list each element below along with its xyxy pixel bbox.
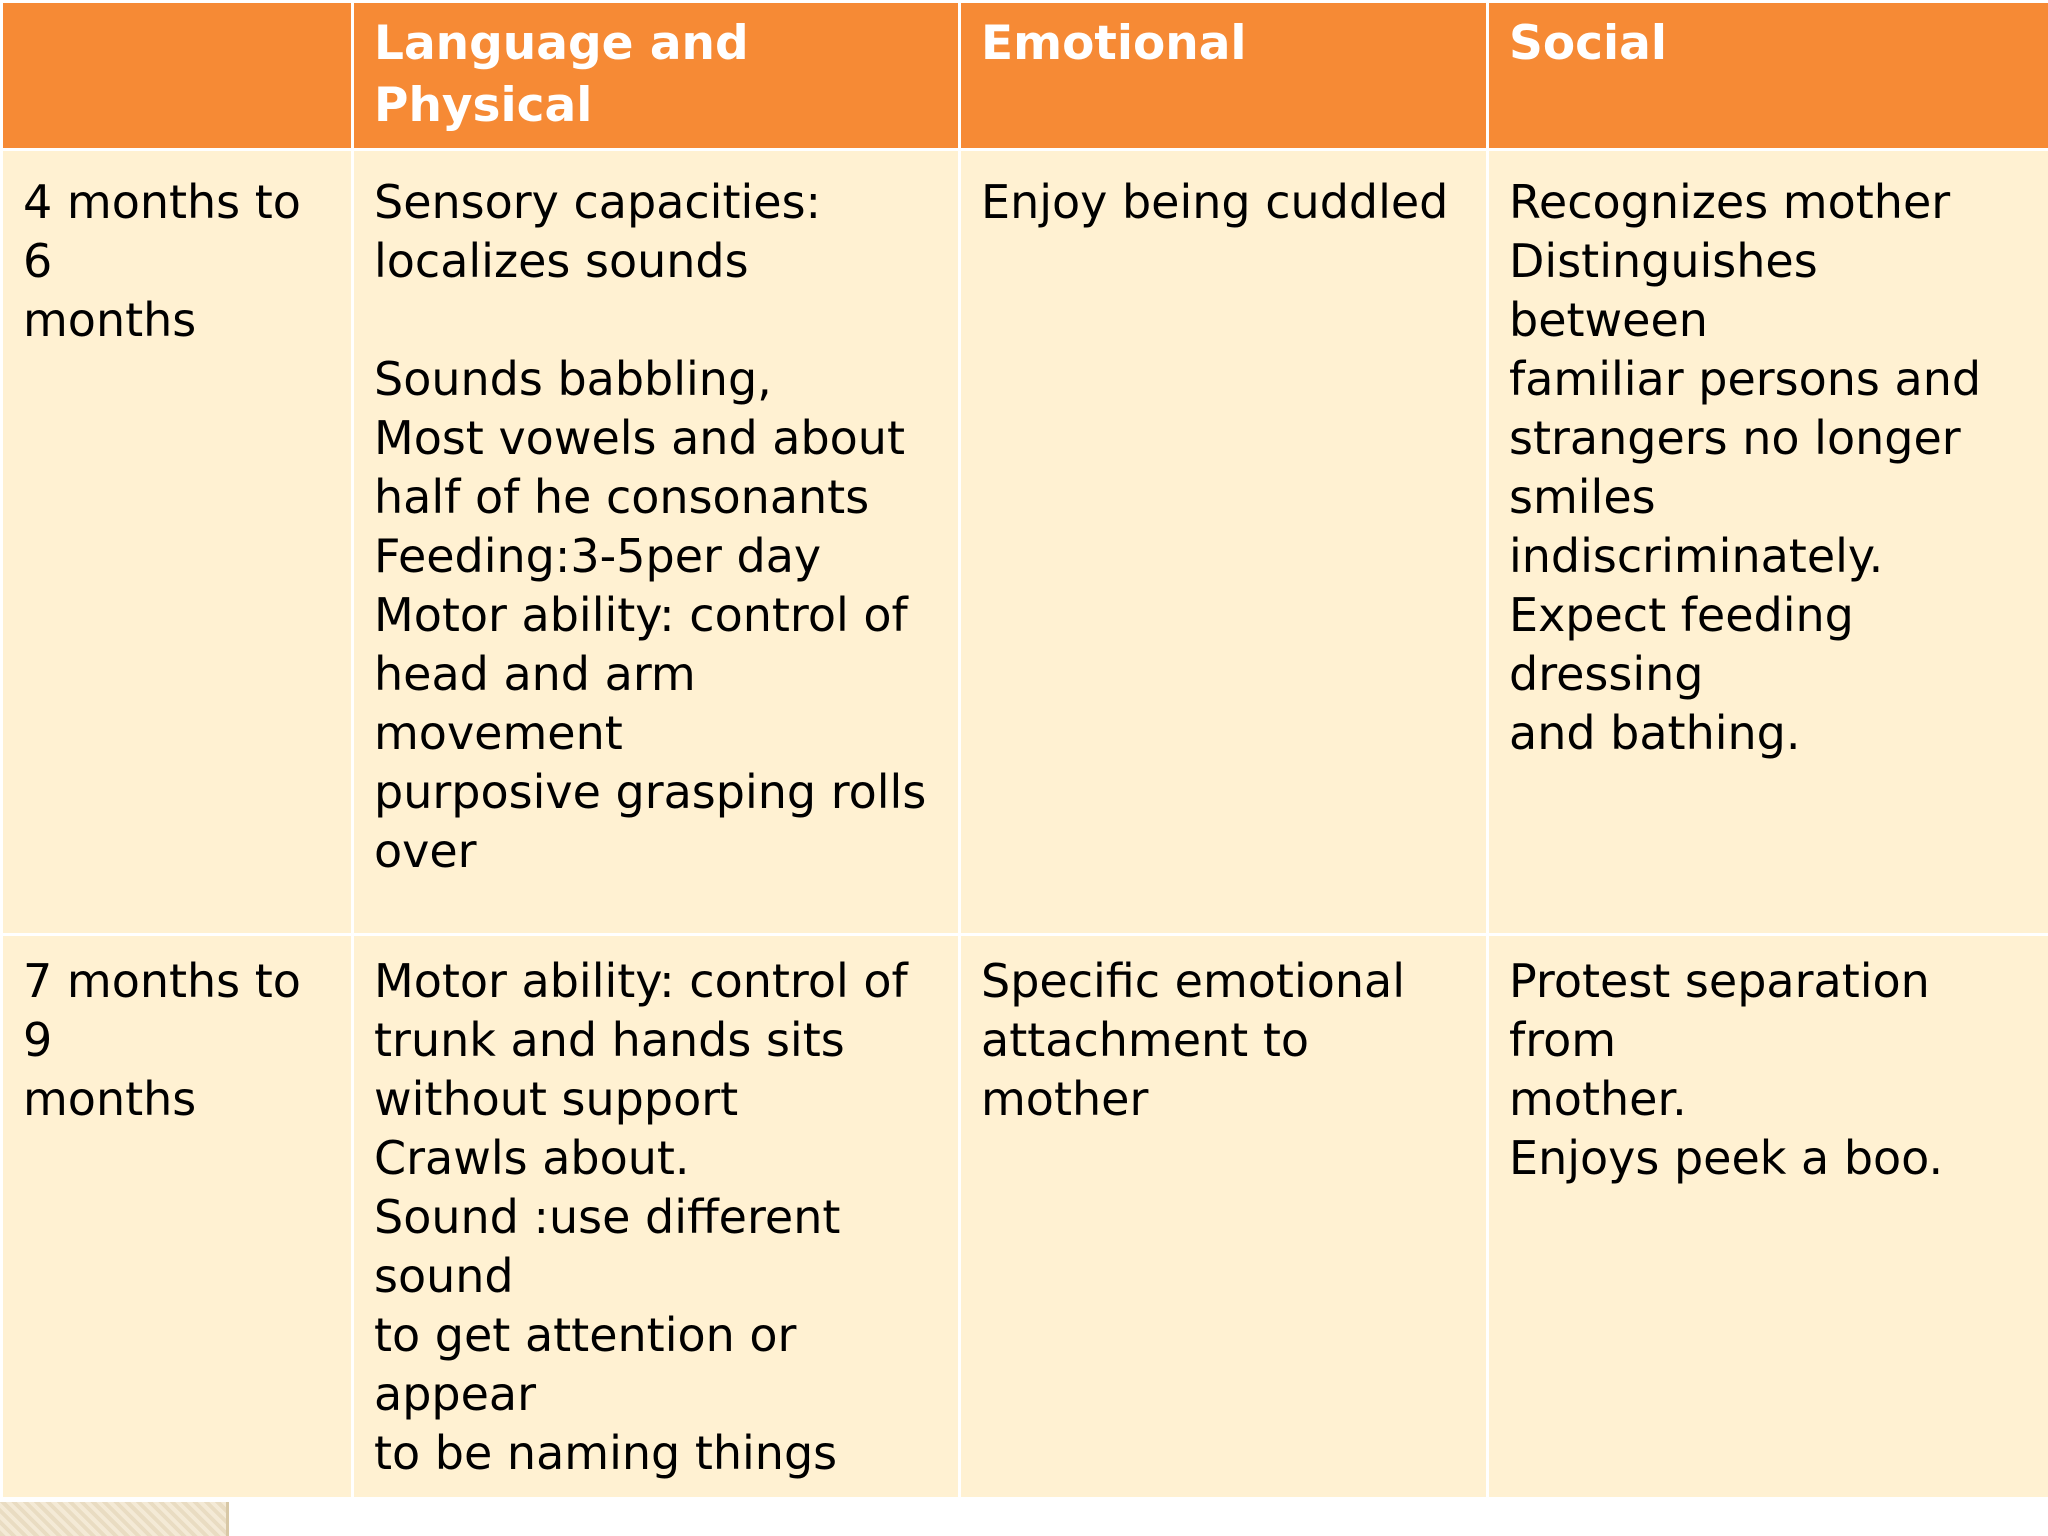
language-physical-cell: Motor ability: control of trunk and hands sits without support Crawls about. Sound :use different sound to get attention or appear to be naming things bbox=[353, 935, 960, 1499]
table-row bbox=[2, 150, 2048, 935]
emotional-cell: Specific emotional attachment to mother bbox=[960, 935, 1488, 1499]
age-cell: 4 months to 6 months bbox=[2, 150, 353, 935]
header-emotional: Emotional bbox=[960, 2, 1488, 150]
header-social: Social bbox=[1488, 2, 2048, 150]
emotional-cell: Enjoy being cuddled bbox=[960, 150, 1488, 935]
decorative-corner-pattern bbox=[0, 1502, 229, 1536]
table-row bbox=[2, 935, 2048, 1499]
header-age-column bbox=[2, 2, 353, 150]
social-cell: Recognizes mother Distinguishes between familiar persons and strangers no longer smiles indiscriminately. Expect feeding dressing and bathing. bbox=[1488, 150, 2048, 935]
header-row bbox=[2, 2, 2048, 150]
age-cell: 7 months to 9 months bbox=[2, 935, 353, 1499]
language-physical-cell: Sensory capacities: localizes sounds Sounds babbling, Most vowels and about half of he consonants Feeding:3-5per day Motor ability: control of head and arm movement purposive grasping rolls over bbox=[353, 150, 960, 935]
header-language-physical: Language and Physical bbox=[353, 2, 960, 150]
social-cell: Protest separation from mother. Enjoys peek a boo. bbox=[1488, 935, 2048, 1499]
